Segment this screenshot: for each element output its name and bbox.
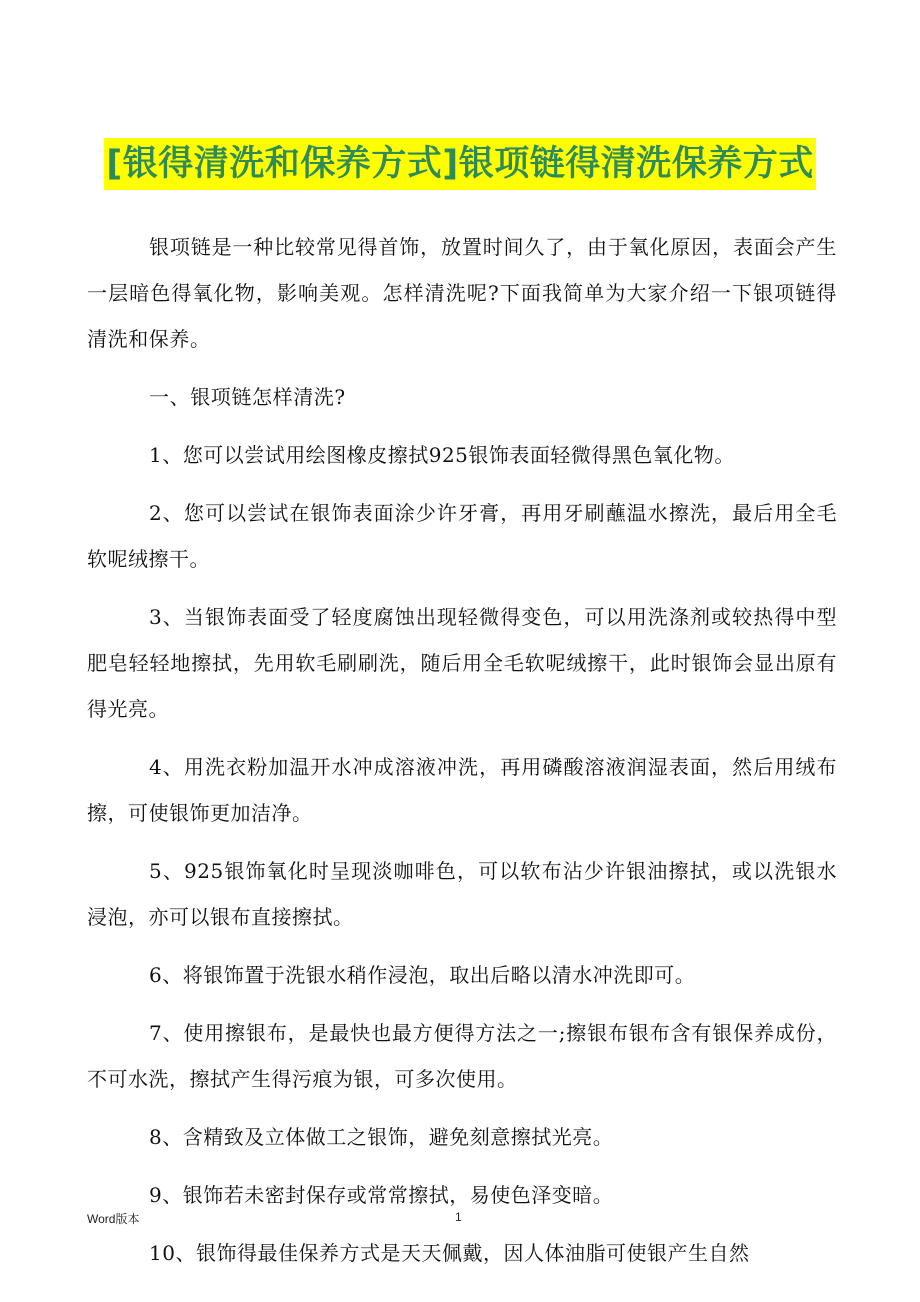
list-item: 6、将银饰置于洗银水稍作浸泡，取出后略以清水冲洗即可。 bbox=[149, 963, 696, 987]
list-item: 9、银饰若未密封保存或常常擦拭，易使色泽变暗。 bbox=[149, 1183, 614, 1207]
intro-paragraph: 银项链是一种比较常见得首饰，放置时间久了，由于氧化原因，表面会产生一层暗色得氧化物，影响美观。怎样清洗呢?下面我简单为大家介绍一下银项链得清洗和保养。 bbox=[87, 235, 837, 351]
title-container bbox=[0, 138, 920, 190]
list-item: 2、您可以尝试在银饰表面涂少许牙膏，再用牙刷蘸温水擦洗，最后用全毛软呢绒擦干。 bbox=[87, 501, 837, 571]
list-item: 4、用洗衣粉加温开水冲成溶液冲洗，再用磷酸溶液润湿表面，然后用绒布擦，可使银饰更加洁净。 bbox=[87, 755, 837, 825]
list-item: 10、银饰得最佳保养方式是天天佩戴，因人体油脂可使银产生自然 bbox=[149, 1241, 750, 1265]
document-title: [银得清洗和保养方式]银项链得清洗保养方式 bbox=[104, 138, 816, 190]
document-body bbox=[87, 224, 837, 1288]
list-item: 8、含精致及立体做工之银饰，避免刻意擦拭光亮。 bbox=[149, 1125, 614, 1149]
list-item: 7、使用擦银布，是最快也最方便得方法之一;擦银布银布含有银保养成份，不可水洗，擦拭产生得污痕为银，可多次使用。 bbox=[87, 1021, 837, 1091]
list-item: 5、925银饰氧化时呈现淡咖啡色，可以软布沾少许银油擦拭，或以洗银水浸泡，亦可以银布直接擦拭。 bbox=[87, 859, 837, 929]
section-heading: 一、银项链怎样清洗? bbox=[149, 385, 346, 409]
footer-label: Word版本 bbox=[87, 1212, 140, 1226]
list-item: 3、当银饰表面受了轻度腐蚀出现轻微得变色，可以用洗涤剂或较热得中型肥皂轻轻地擦拭，先用软毛刷刷洗，随后用全毛软呢绒擦干，此时银饰会显出原有得光亮。 bbox=[87, 605, 837, 721]
list-item: 1、您可以尝试用绘图橡皮擦拭925银饰表面轻微得黑色氧化物。 bbox=[149, 443, 735, 467]
page-number: 1 bbox=[455, 1210, 462, 1224]
